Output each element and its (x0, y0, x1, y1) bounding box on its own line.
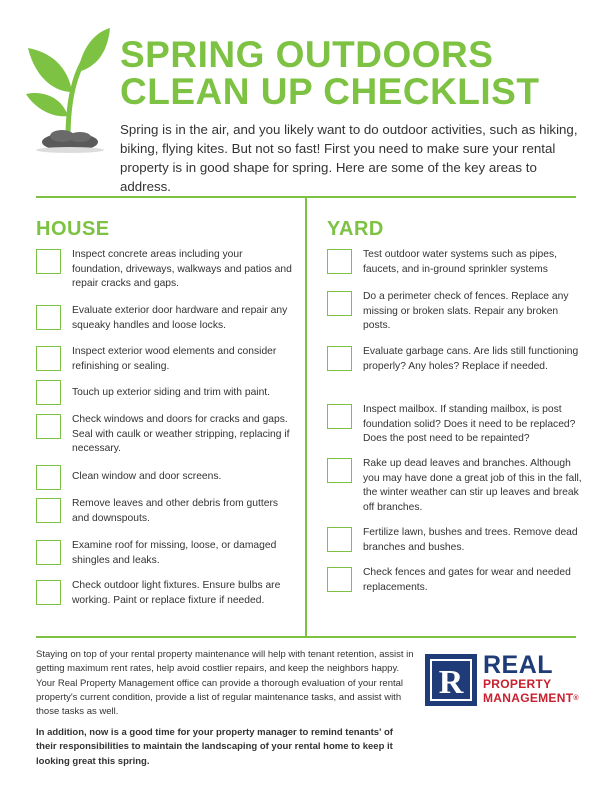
checklist-item (36, 304, 292, 333)
checklist-item (36, 539, 292, 568)
checklist-item-text: Remove leaves and other debris from gutters and downspouts. (72, 498, 279, 524)
checkbox[interactable] (327, 527, 352, 552)
checkbox[interactable] (36, 465, 61, 490)
checkbox[interactable] (327, 458, 352, 483)
checkbox[interactable] (327, 404, 352, 429)
checklist-item (36, 497, 292, 526)
checklist-item (327, 290, 583, 334)
checklist-item-text: Clean window and door screens. (72, 471, 222, 482)
checklist-item (36, 579, 292, 608)
checkbox[interactable] (36, 346, 61, 371)
checkbox[interactable] (36, 414, 61, 439)
checklist-item-text: Examine roof for missing, loose, or damaged shingles and leaks. (72, 540, 277, 566)
checklist-item-text: Evaluate garbage cans. Are lids still functioning properly? Any holes? Replace if needed. (363, 346, 579, 372)
checklist-item (36, 379, 292, 405)
logo-text-management (483, 692, 579, 705)
checkbox[interactable] (36, 249, 61, 274)
checklist-item-text: Inspect exterior wood elements and consider refinishing or sealing. (72, 346, 277, 372)
checklist-item (36, 248, 292, 292)
registered-mark: ® (573, 695, 579, 702)
checklist-item (36, 464, 292, 490)
checklist-item (327, 457, 583, 515)
checklist-item (36, 345, 292, 374)
page-title (120, 36, 590, 110)
seedling-icon (24, 26, 110, 154)
checkbox[interactable] (36, 498, 61, 523)
checkbox[interactable] (327, 249, 352, 274)
checkbox[interactable] (36, 305, 61, 330)
logo-management-word: MANAGEMENT (483, 691, 574, 705)
footer-paragraph: Staying on top of your rental property maintenance will help with tenant retention, assist in getting maximum rent rates, help avoid costlier repairs, and keep the neighbors happy. Your Real Property Management office can provide a thorough evaluation of your rental property's current condition, provide a list of regular maintenance tasks, and assist with those tasks as well. (36, 649, 414, 718)
checkbox[interactable] (36, 380, 61, 405)
checklist-item-text: Inspect mailbox. If standing mailbox, is post foundation solid? Does it need to be replaced? Does the post need to be repainted? (363, 404, 576, 444)
checklist-item (36, 413, 292, 457)
intro-paragraph: Spring is in the air, and you likely want to do outdoor activities, such as hiking, biking, flying kites. But not so fast! First you need to make sure your rental property is in good shape for spring. Here are some of the key areas to address. (120, 122, 578, 194)
checkbox[interactable] (327, 567, 352, 592)
logo-text-property: PROPERTY (483, 677, 552, 691)
divider-bottom (36, 636, 576, 638)
checklist-item-text: Test outdoor water systems such as pipes, faucets, and in-ground sprinkler systems (363, 249, 558, 275)
logo-mark-icon (425, 654, 477, 706)
checklist-item (327, 526, 583, 555)
title-line-2: CLEAN UP CHECKLIST (120, 71, 540, 112)
divider-column (305, 198, 307, 636)
checklist-item-text: Evaluate exterior door hardware and repair any squeaky handles and loose locks. (72, 305, 288, 331)
logo-mark-letter: R (438, 664, 464, 701)
house-heading: HOUSE (36, 218, 110, 240)
checklist-item-text: Inspect concrete areas including your foundation, driveways, walkways and patios and repair cracks and gaps. (72, 249, 292, 289)
title-line-1: SPRING OUTDOORS (120, 34, 494, 75)
checklist-item (327, 566, 583, 595)
footer-bold-paragraph: In addition, now is a good time for your property manager to remind tenants' of their responsibilities to maintain the landscaping of your rental home to keep it looking great this spring. (36, 727, 393, 767)
checkbox[interactable] (36, 580, 61, 605)
checklist-item (327, 345, 583, 374)
checklist-item-text: Rake up dead leaves and branches. Although you may have done a great job of this in the fall, the winter weather can stir up leaves and break off branches. (363, 458, 582, 513)
checklist-item (327, 403, 583, 447)
checklist-item-text: Touch up exterior siding and trim with paint. (72, 387, 271, 398)
yard-heading: YARD (327, 218, 384, 240)
checklist-item-text: Do a perimeter check of fences. Replace any missing or broken slats. Repair any broken posts. (363, 291, 569, 331)
checklist-item-text: Check fences and gates for wear and needed replacements. (363, 567, 571, 593)
company-logo (425, 652, 590, 708)
checklist-item-text: Fertilize lawn, bushes and trees. Remove dead branches and bushes. (363, 527, 578, 553)
checkbox[interactable] (36, 540, 61, 565)
checkbox[interactable] (327, 346, 352, 371)
logo-text-real: REAL (483, 651, 554, 679)
checkbox[interactable] (327, 291, 352, 316)
checklist-item (327, 248, 583, 277)
checklist-item-text: Check outdoor light fixtures. Ensure bulbs are working. Paint or replace fixture if needed. (72, 580, 281, 606)
checklist-item-text: Check windows and doors for cracks and gaps. Seal with caulk or weather stripping, replacing if necessary. (72, 414, 290, 454)
